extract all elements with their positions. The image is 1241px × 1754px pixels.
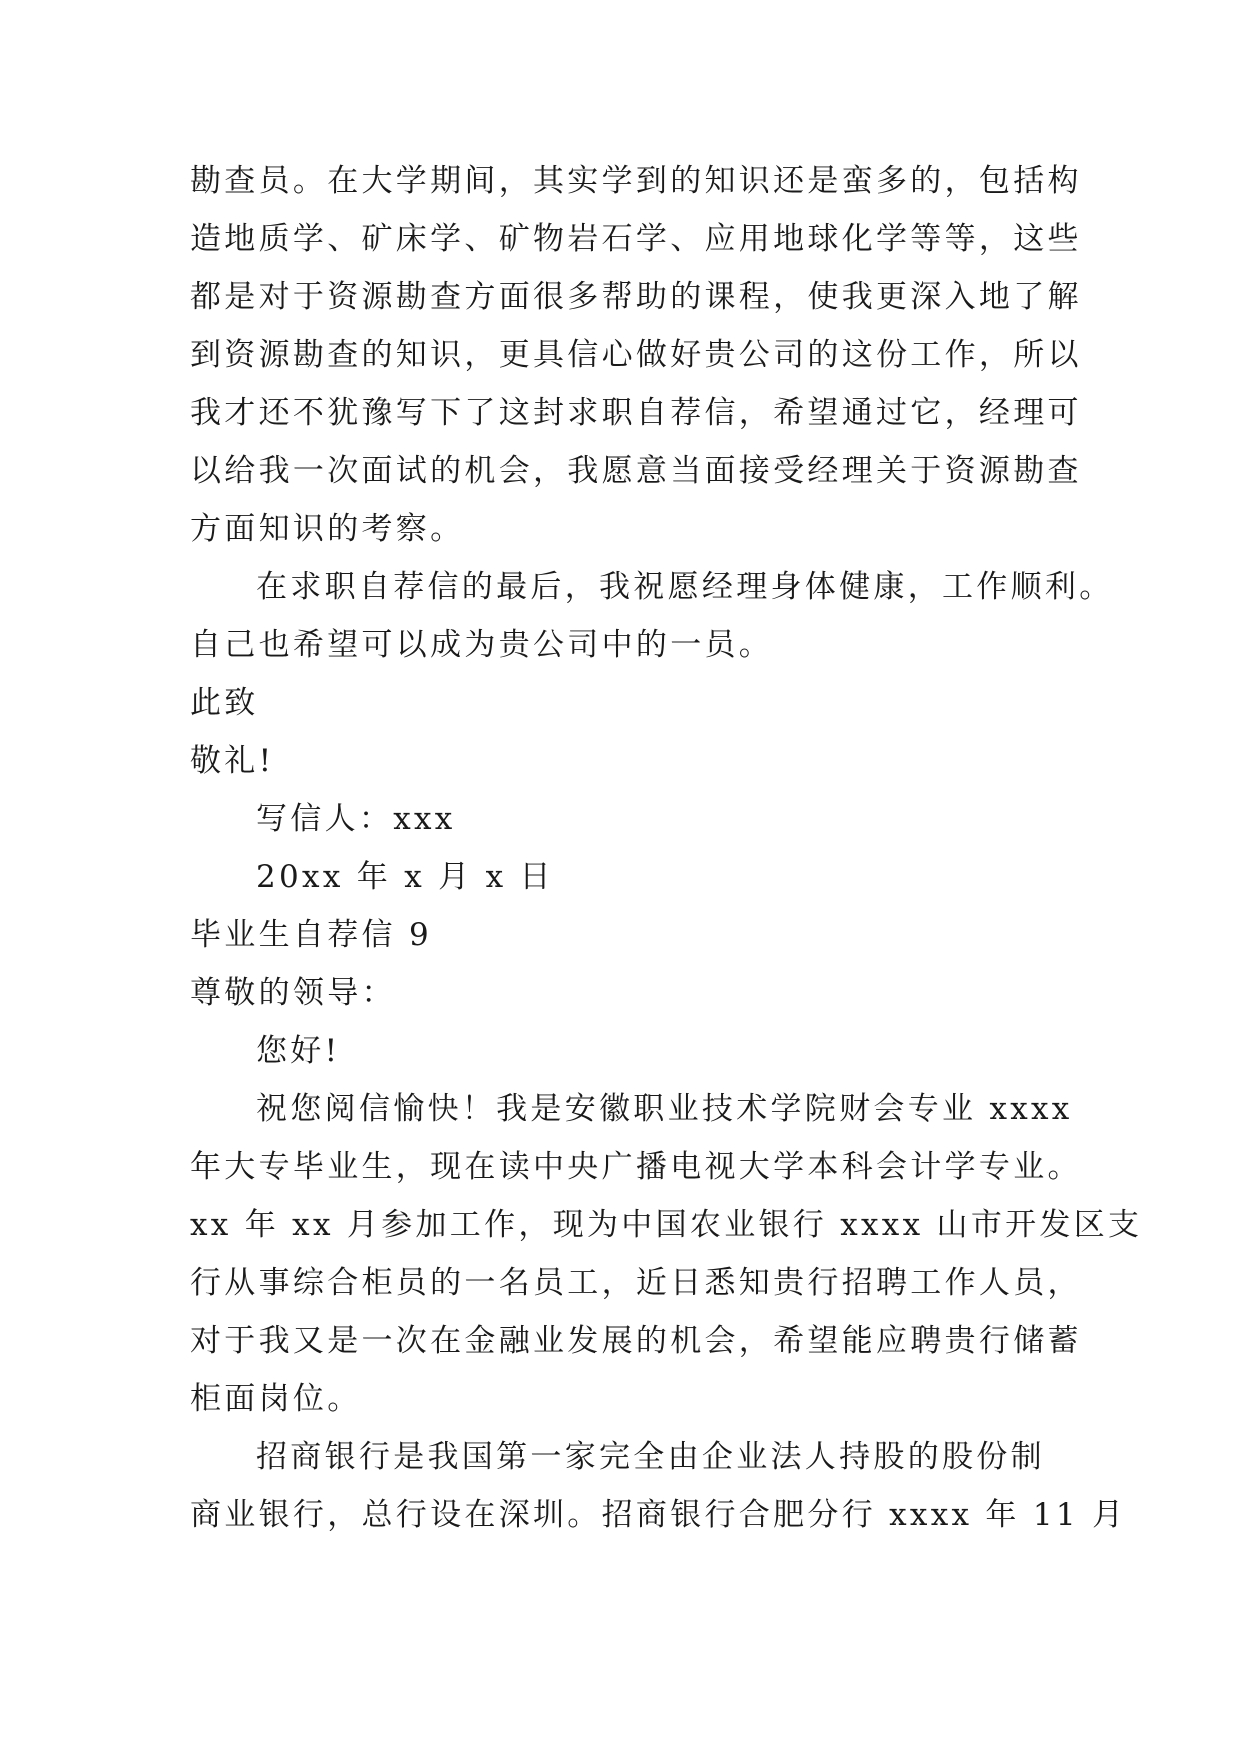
- text-line: 自己也希望可以成为贵公司中的一员。: [190, 627, 774, 663]
- text-line: 对于我又是一次在金融业发展的机会，希望能应聘贵行储蓄: [190, 1323, 1082, 1359]
- text-line: xx 年 xx 月参加工作，现为中国农业银行 xxxx 山市开发区支: [190, 1207, 1143, 1243]
- text-line: 商业银行，总行设在深圳。招商银行合肥分行 xxxx 年 11 月: [190, 1497, 1127, 1533]
- text-line: 方面知识的考察。: [190, 511, 465, 547]
- text-line: 敬礼!: [190, 743, 275, 779]
- text-line: 此致: [190, 685, 259, 721]
- text-line: 尊敬的领导：: [190, 975, 396, 1011]
- text-line: 都是对于资源勘查方面很多帮助的课程，使我更深入地了解: [190, 279, 1082, 315]
- text-line: 勘查员。在大学期间，其实学到的知识还是蛮多的，包括构: [190, 163, 1082, 199]
- letter-body: [190, 152, 1143, 1544]
- text-line: 以给我一次面试的机会，我愿意当面接受经理关于资源勘查: [190, 453, 1082, 489]
- text-line: 在求职自荐信的最后，我祝愿经理身体健康，工作顺利。: [256, 569, 1114, 605]
- text-line: 您好!: [256, 1033, 341, 1069]
- text-line: 祝您阅信愉快！我是安徽职业技术学院财会专业 xxxx: [256, 1091, 1073, 1127]
- text-line: 行从事综合柜员的一名员工，近日悉知贵行招聘工作人员，: [190, 1265, 1082, 1301]
- text-line: 我才还不犹豫写下了这封求职自荐信，希望通过它，经理可: [190, 395, 1082, 431]
- text-line: 造地质学、矿床学、矿物岩石学、应用地球化学等等，这些: [190, 221, 1082, 257]
- text-line: 20xx 年 x 月 x 日: [256, 859, 554, 895]
- text-line: 写信人：xxx: [256, 801, 456, 837]
- text-line: 柜面岗位。: [190, 1381, 362, 1417]
- text-line: 到资源勘查的知识，更具信心做好贵公司的这份工作，所以: [190, 337, 1082, 373]
- text-line: 招商银行是我国第一家完全由企业法人持股的股份制: [256, 1439, 1045, 1475]
- text-line: 毕业生自荐信 9: [190, 917, 432, 953]
- text-line: 年大专毕业生，现在读中央广播电视大学本科会计学专业。: [190, 1149, 1082, 1185]
